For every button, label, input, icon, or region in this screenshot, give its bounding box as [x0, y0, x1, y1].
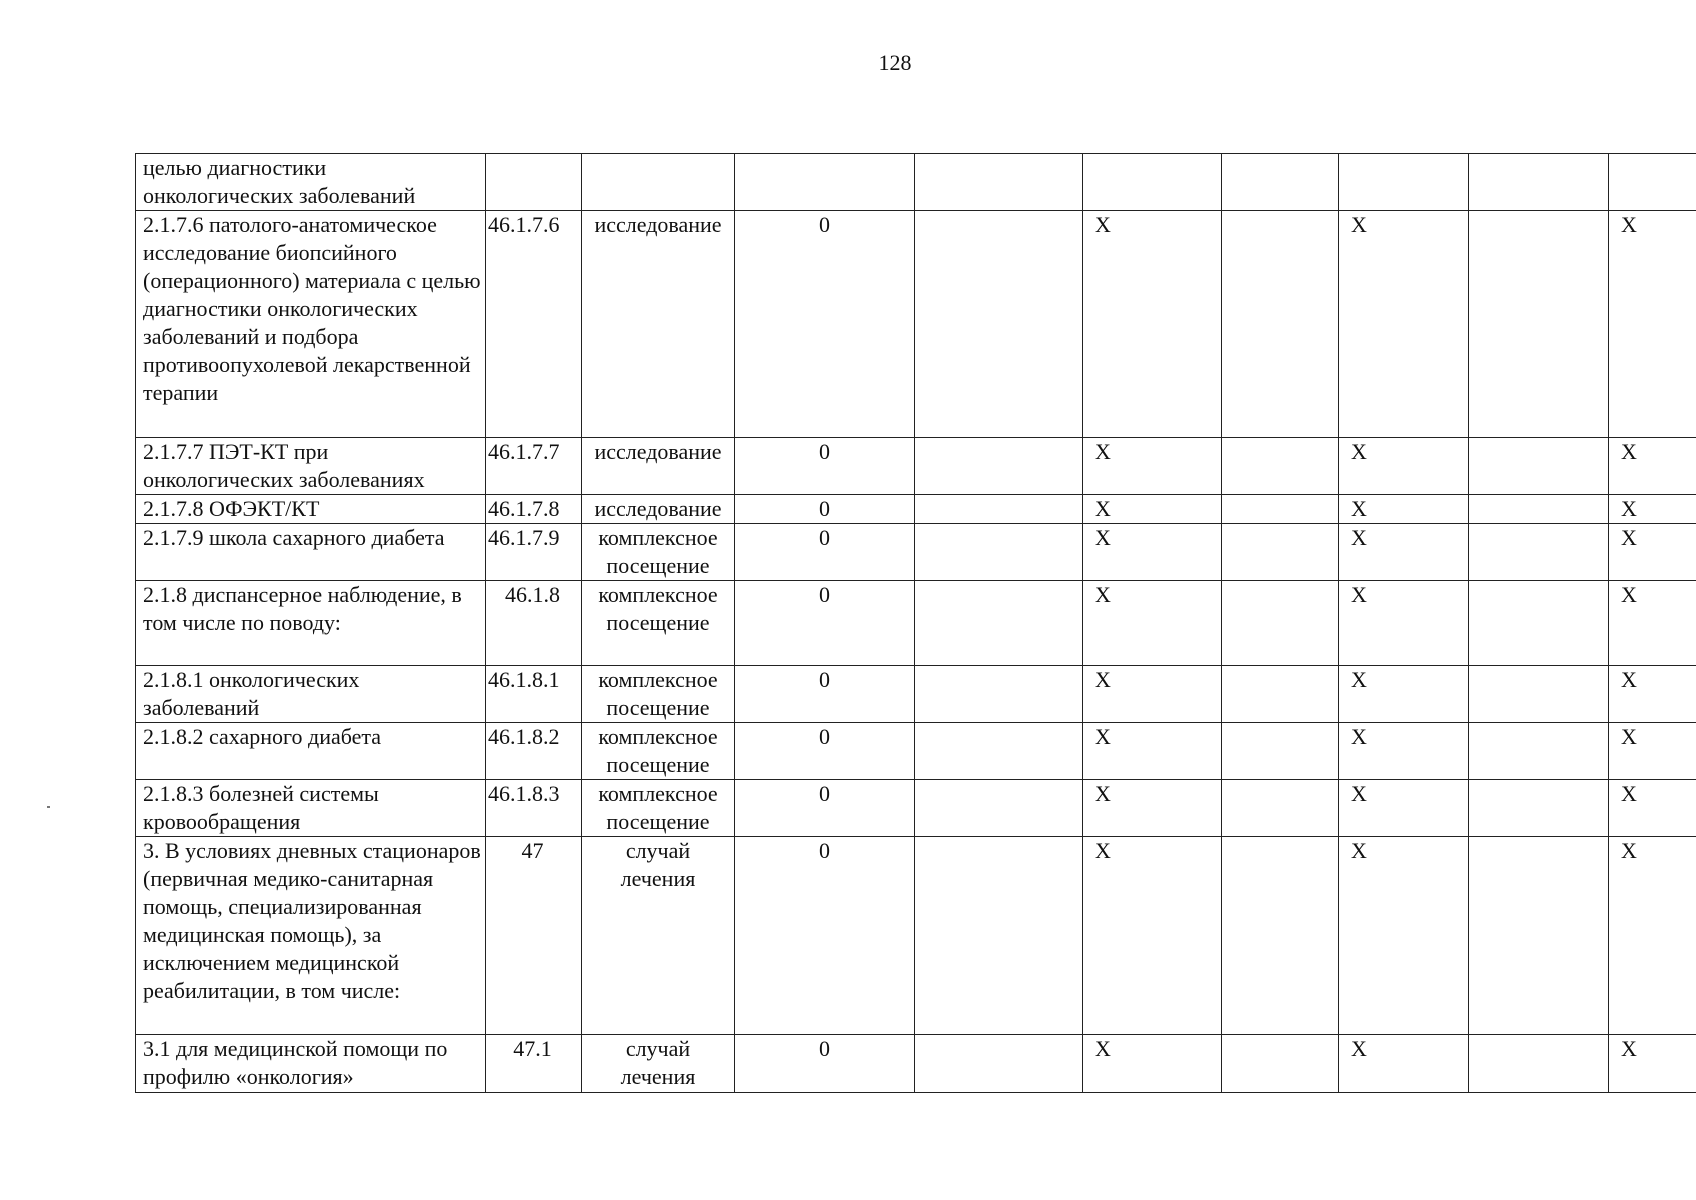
row-col5-cell	[915, 780, 1083, 837]
row-col6-cell: X	[1083, 1035, 1222, 1093]
row-col8-cell: X	[1339, 666, 1469, 723]
row-col5-cell	[915, 438, 1083, 495]
row-col10-cell: X	[1609, 438, 1696, 495]
row-unit-cell: комплексное посещение	[582, 524, 735, 581]
row-col8-cell: X	[1339, 211, 1469, 438]
row-col5-cell	[915, 1035, 1083, 1093]
row-unit-cell: исследование	[582, 438, 735, 495]
row-col9-cell	[1469, 837, 1609, 1035]
row-col6-cell: X	[1083, 495, 1222, 524]
row-value-cell: 0	[735, 211, 915, 438]
row-name-cell: 3.1 для медицинской помощи по профилю «онкология»	[136, 1035, 486, 1093]
row-unit-cell	[582, 154, 735, 211]
row-col9-cell	[1469, 1035, 1609, 1093]
table-row	[136, 438, 1696, 495]
row-col10-cell: X	[1609, 837, 1696, 1035]
row-col7-cell	[1222, 666, 1339, 723]
row-value-cell: 0	[735, 524, 915, 581]
row-unit-cell: комплексное посещение	[582, 581, 735, 666]
row-col9-cell	[1469, 438, 1609, 495]
row-col5-cell	[915, 495, 1083, 524]
row-code-cell: 46.1.7.7	[486, 438, 582, 495]
row-col9-cell	[1469, 154, 1609, 211]
row-value-cell: 0	[735, 723, 915, 780]
table-row	[136, 837, 1696, 1035]
row-col6-cell: X	[1083, 211, 1222, 438]
row-col8-cell: X	[1339, 780, 1469, 837]
row-col5-cell	[915, 723, 1083, 780]
row-code-cell	[486, 154, 582, 211]
row-col5-cell	[915, 524, 1083, 581]
row-unit-cell: случай лечения	[582, 837, 735, 1035]
row-name-cell: 2.1.7.8 ОФЭКТ/КТ	[136, 495, 486, 524]
row-unit-cell: комплексное посещение	[582, 666, 735, 723]
row-code-cell: 46.1.8.3	[486, 780, 582, 837]
row-code-cell: 47.1	[486, 1035, 582, 1093]
table-row	[136, 154, 1696, 211]
row-value-cell: 0	[735, 438, 915, 495]
table-row	[136, 1035, 1696, 1093]
table-row	[136, 211, 1696, 438]
row-col6-cell	[1083, 154, 1222, 211]
row-col10-cell: X	[1609, 780, 1696, 837]
row-col9-cell	[1469, 524, 1609, 581]
row-unit-cell: исследование	[582, 211, 735, 438]
row-col9-cell	[1469, 581, 1609, 666]
row-col10-cell: X	[1609, 211, 1696, 438]
row-col5-cell	[915, 581, 1083, 666]
row-col9-cell	[1469, 495, 1609, 524]
row-col7-cell	[1222, 723, 1339, 780]
row-value-cell	[735, 154, 915, 211]
data-table-wrapper	[135, 153, 1696, 1093]
row-name-cell: 2.1.8.3 болезней системы кровообращения	[136, 780, 486, 837]
row-code-cell: 46.1.8.2	[486, 723, 582, 780]
row-col6-cell: X	[1083, 723, 1222, 780]
table-body	[136, 154, 1696, 1093]
scan-artifact-mark	[47, 806, 50, 808]
row-col7-cell	[1222, 780, 1339, 837]
row-col7-cell	[1222, 495, 1339, 524]
row-col7-cell	[1222, 581, 1339, 666]
row-col7-cell	[1222, 438, 1339, 495]
row-col8-cell: X	[1339, 1035, 1469, 1093]
row-name-cell: 2.1.8 диспансерное наблюдение, в том числе по поводу:	[136, 581, 486, 666]
row-col8-cell: X	[1339, 524, 1469, 581]
row-code-cell: 46.1.8	[486, 581, 582, 666]
row-code-cell: 46.1.8.1	[486, 666, 582, 723]
row-col10-cell: X	[1609, 1035, 1696, 1093]
table-row	[136, 780, 1696, 837]
row-value-cell: 0	[735, 1035, 915, 1093]
row-unit-cell: комплексное посещение	[582, 780, 735, 837]
row-col10-cell	[1609, 154, 1696, 211]
row-col8-cell: X	[1339, 495, 1469, 524]
row-col5-cell	[915, 837, 1083, 1035]
row-col9-cell	[1469, 211, 1609, 438]
row-value-cell: 0	[735, 581, 915, 666]
row-col8-cell: X	[1339, 723, 1469, 780]
row-col10-cell: X	[1609, 723, 1696, 780]
row-value-cell: 0	[735, 780, 915, 837]
row-unit-cell: исследование	[582, 495, 735, 524]
row-col8-cell	[1339, 154, 1469, 211]
row-col5-cell	[915, 666, 1083, 723]
row-col6-cell: X	[1083, 837, 1222, 1035]
row-col8-cell: X	[1339, 438, 1469, 495]
row-name-cell: 2.1.7.6 патолого-анатомическое исследование биопсийного (операционного) материала с целью диагностики онкологических заболеваний и подбора противоопухолевой лекарственной терапии	[136, 211, 486, 438]
table-row	[136, 723, 1696, 780]
data-table	[135, 153, 1696, 1093]
row-col5-cell	[915, 154, 1083, 211]
row-value-cell: 0	[735, 666, 915, 723]
row-col8-cell: X	[1339, 581, 1469, 666]
row-name-cell: 2.1.8.2 сахарного диабета	[136, 723, 486, 780]
row-col10-cell: X	[1609, 524, 1696, 581]
row-col6-cell: X	[1083, 666, 1222, 723]
row-col7-cell	[1222, 837, 1339, 1035]
table-row	[136, 495, 1696, 524]
row-name-cell: 3. В условиях дневных стационаров (первичная медико-санитарная помощь, специализированная медицинская помощь), за исключением медицинской реабилитации, в том числе:	[136, 837, 486, 1035]
row-value-cell: 0	[735, 495, 915, 524]
table-row	[136, 524, 1696, 581]
row-col6-cell: X	[1083, 581, 1222, 666]
row-col7-cell	[1222, 211, 1339, 438]
row-col7-cell	[1222, 154, 1339, 211]
row-col6-cell: X	[1083, 524, 1222, 581]
row-name-cell: 2.1.8.1 онкологических заболеваний	[136, 666, 486, 723]
row-code-cell: 46.1.7.8	[486, 495, 582, 524]
table-row	[136, 666, 1696, 723]
row-name-cell: 2.1.7.9 школа сахарного диабета	[136, 524, 486, 581]
row-value-cell: 0	[735, 837, 915, 1035]
row-unit-cell: комплексное посещение	[582, 723, 735, 780]
row-name-cell: целью диагностики онкологических заболеваний	[136, 154, 486, 211]
row-col9-cell	[1469, 780, 1609, 837]
row-col6-cell: X	[1083, 780, 1222, 837]
row-code-cell: 46.1.7.6	[486, 211, 582, 438]
page-number: 128	[878, 50, 912, 75]
row-col10-cell: X	[1609, 495, 1696, 524]
row-unit-cell: случай лечения	[582, 1035, 735, 1093]
row-col8-cell: X	[1339, 837, 1469, 1035]
row-col7-cell	[1222, 1035, 1339, 1093]
row-col10-cell: X	[1609, 581, 1696, 666]
row-name-cell: 2.1.7.7 ПЭТ-КТ при онкологических заболеваниях	[136, 438, 486, 495]
row-col10-cell: X	[1609, 666, 1696, 723]
row-col7-cell	[1222, 524, 1339, 581]
row-code-cell: 47	[486, 837, 582, 1035]
row-code-cell: 46.1.7.9	[486, 524, 582, 581]
table-row	[136, 581, 1696, 666]
row-col9-cell	[1469, 666, 1609, 723]
row-col6-cell: X	[1083, 438, 1222, 495]
row-col5-cell	[915, 211, 1083, 438]
row-col9-cell	[1469, 723, 1609, 780]
